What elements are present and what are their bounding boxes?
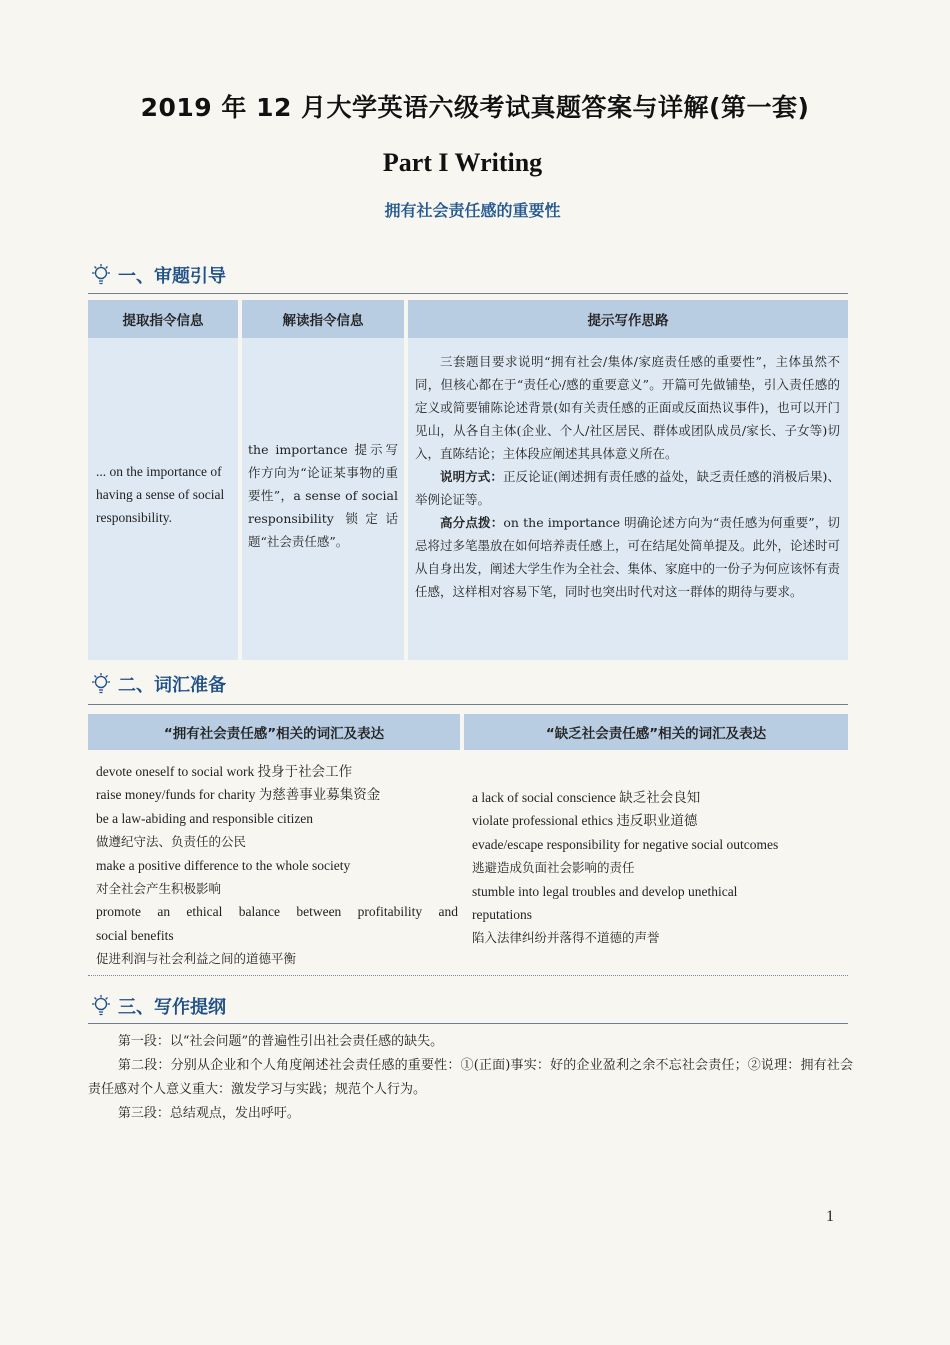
vocab-item: raise money/funds for charity 为慈善事业募集资金 bbox=[96, 787, 381, 803]
tip-label: 说明方式： bbox=[440, 469, 503, 484]
section-title: 三、写作提纲 bbox=[118, 997, 226, 1018]
section-divider bbox=[88, 704, 848, 705]
vocab-item: reputations bbox=[472, 907, 532, 923]
lightbulb-icon bbox=[88, 993, 114, 1019]
section-heading-review bbox=[88, 262, 226, 288]
tip-label: 高分点拨： bbox=[440, 515, 504, 530]
vocab-item: make a positive difference to the whole society bbox=[96, 857, 351, 873]
column-header: 解读指令信息 bbox=[242, 300, 404, 338]
essay-topic: 拥有社会责任感的重要性 bbox=[384, 201, 561, 220]
vocab-header-positive: “拥有社会责任感”相关的词汇及表达 bbox=[88, 714, 460, 750]
instruction-interpretation: the importance 提示写作方向为“论证某事物的重要性”，a sense of social responsibility 锁定话题“社会责任感”。 bbox=[248, 442, 398, 549]
vocab-item: social benefits bbox=[96, 927, 174, 943]
vocab-item: a lack of social conscience 缺乏社会良知 bbox=[472, 790, 701, 805]
tip-paragraph: 三套题目要求说明“拥有社会/集体/家庭责任感的重要性”，主体虽然不同，但核心都在于“责任心/感的重要意义”。开篇可先做铺垫，引入责任感的定义或简要铺陈论述背景(如有关责任感的正面或反面热议事件)，也可以开门见山，从各自主体(企业、个人/社区居民、群体或团队成员/家长、子女等)切入，直陈结论；主体段应阐述其具体意义所在。 bbox=[415, 354, 840, 461]
column-header: 提示写作思路 bbox=[408, 300, 848, 338]
vocab-item: be a law-abiding and responsible citizen bbox=[96, 810, 314, 826]
vocab-item: 陷入法律纠纷并落得不道德的声誉 bbox=[472, 930, 660, 946]
page-title: 2019 年 12 月大学英语六级考试真题答案与详解(第一套) bbox=[140, 93, 810, 122]
tip-paragraph bbox=[415, 511, 840, 603]
vocab-item: 做遵纪守法、负责任的公民 bbox=[96, 834, 247, 850]
vocab-item: 逃避造成负面社会影响的责任 bbox=[472, 860, 635, 876]
section-heading-vocabulary bbox=[88, 671, 226, 697]
section-heading-outline bbox=[88, 993, 226, 1019]
outline-paragraph: 第一段：以“社会问题”的普遍性引出社会责任感的缺失。 bbox=[117, 1034, 444, 1049]
vocab-item: 促进利润与社会利益之间的道德平衡 bbox=[96, 951, 297, 967]
lightbulb-icon bbox=[88, 262, 114, 288]
vocab-item: violate professional ethics 违反职业道德 bbox=[472, 813, 698, 829]
column-header: 提取指令信息 bbox=[88, 300, 238, 338]
outline-paragraph: 第三段：总结观点，发出呼吁。 bbox=[117, 1106, 300, 1121]
instruction-extract: ... on the importance of having a sense of social responsibility. bbox=[96, 464, 225, 525]
section-title: 二、词汇准备 bbox=[118, 675, 226, 696]
column-divider bbox=[238, 300, 242, 660]
writing-tips bbox=[415, 350, 840, 603]
column-divider bbox=[404, 300, 408, 660]
lightbulb-icon bbox=[88, 671, 114, 697]
page-number: 1 bbox=[826, 1208, 834, 1225]
section-divider bbox=[88, 975, 848, 976]
section-title: 一、审题引导 bbox=[118, 266, 226, 287]
part-heading: Part I Writing bbox=[382, 148, 543, 177]
outline-paragraph: 第二段：分别从企业和个人角度阐述社会责任感的重要性：①(正面)事实：好的企业盈利之余不忘社会责任；②说理：拥有社会责任感对个人意义重大：激发学习与实践；规范个人行为。 bbox=[88, 1058, 853, 1097]
tip-text: 正反论证(阐述拥有责任感的益处，缺乏责任感的消极后果)、举例论证等。 bbox=[415, 469, 840, 507]
section-divider bbox=[88, 1023, 848, 1024]
vocab-item: promote an ethical balance between profitability and bbox=[96, 904, 458, 920]
vocab-list-positive bbox=[96, 760, 458, 971]
vocab-item: devote oneself to social work 投身于社会工作 bbox=[96, 764, 353, 779]
tip-text: on the importance 明确论述方向为“责任感为何重要”，切忌将过多笔墨放在如何培养责任感上，可在结尾处简单提及。此外，论述时可从自身出发，阐述大学生作为全社会、集体、家庭中的一份子为何应该怀有责任感，这样相对容易下笔，同时也突出时代对这一群体的期待与要求。 bbox=[415, 515, 841, 599]
vocab-header-negative: “缺乏社会责任感”相关的词汇及表达 bbox=[464, 714, 848, 750]
vocab-item: stumble into legal troubles and develop unethical bbox=[472, 883, 738, 899]
vocab-item: evade/escape responsibility for negative social outcomes bbox=[472, 836, 779, 852]
vocab-item: 对全社会产生积极影响 bbox=[96, 881, 222, 897]
section-divider bbox=[88, 293, 848, 294]
vocab-list-negative bbox=[472, 786, 848, 950]
writing-outline bbox=[88, 1030, 853, 1126]
guidance-table bbox=[88, 300, 848, 660]
tip-paragraph bbox=[415, 465, 840, 511]
